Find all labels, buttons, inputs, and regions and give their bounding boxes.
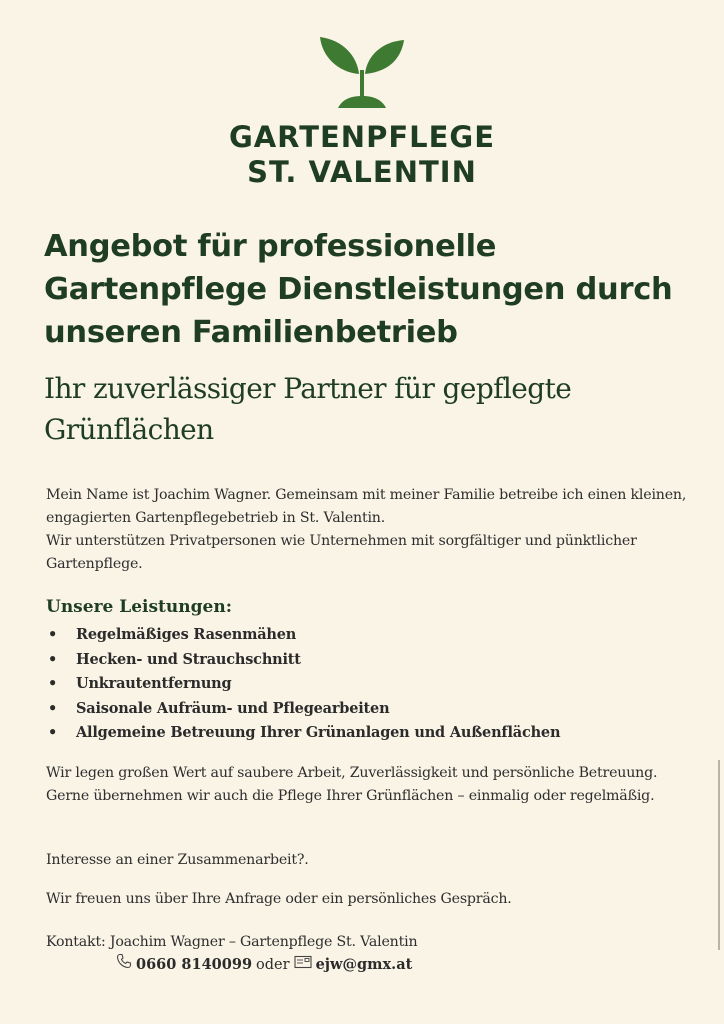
list-item (46, 721, 696, 746)
sprout-icon (317, 30, 407, 112)
intro-paragraph-2: Wir unterstützen Privatpersonen wie Unternehmen mit sorgfältiger und pünktlicher Gartenpflege. (46, 533, 637, 572)
email-address[interactable]: ejw@gmx.at (315, 956, 413, 973)
bullet-icon: • (48, 699, 58, 717)
bullet-icon: • (48, 724, 58, 741)
subheadline: Ihr zuverlässiger Partner für gepflegte Grünflächen (44, 372, 572, 446)
bullet-icon: • (48, 626, 58, 643)
brand-name-line2: ST. VALENTIN (247, 155, 477, 189)
phone-number[interactable]: 0660 8140099 (136, 956, 253, 973)
services-title: Unsere Leistungen: (46, 597, 232, 617)
intro-paragraph-1: Mein Name ist Joachim Wagner. Gemeinsam mit meiner Familie betreibe ich einen kleinen, engagierten Gartenpflegebetrieb in St. Valentin. (46, 487, 687, 526)
contact-details (116, 953, 412, 977)
service-label: Saisonale Aufräum- und Pflegearbeiten (76, 699, 390, 717)
services-list (46, 623, 696, 746)
service-label: Allgemeine Betreuung Ihrer Grünanlagen und Außenflächen (76, 724, 561, 741)
email-icon (294, 954, 312, 977)
list-item (46, 648, 696, 673)
interest-text: Interesse an einer Zusammenarbeit?. (46, 852, 309, 868)
intro-text (46, 484, 696, 576)
list-item (46, 697, 696, 722)
contact-label: Kontakt: Joachim Wagner – Gartenpflege St. Valentin (46, 934, 418, 950)
thanks-text: Wir freuen uns über Ihre Anfrage oder ein persönliches Gespräch. (46, 891, 512, 907)
list-item (46, 672, 696, 697)
contact-separator: oder (256, 957, 290, 973)
service-label: Hecken- und Strauchschnitt (76, 650, 301, 668)
phone-icon (116, 953, 132, 977)
values-text: Wir legen großen Wert auf saubere Arbeit, Zuverlässigkeit und persönliche Betreuung. Gerne übernehmen wir auch die Pflege Ihrer Grünflächen – einmalig oder regelmäßig. (46, 765, 658, 804)
bullet-icon: • (48, 650, 58, 668)
logo (0, 30, 724, 112)
brand-name-line1: GARTENPFLEGE (228, 120, 496, 154)
service-label: Regelmäßiges Rasenmähen (76, 626, 297, 643)
edge-divider (718, 760, 720, 950)
bullet-icon: • (48, 675, 58, 692)
list-item (46, 623, 696, 648)
service-label: Unkrautentfernung (76, 675, 232, 692)
headline: Angebot für professionelle Gartenpflege Dienstleistungen durch unseren Familienbetrieb (44, 229, 673, 350)
